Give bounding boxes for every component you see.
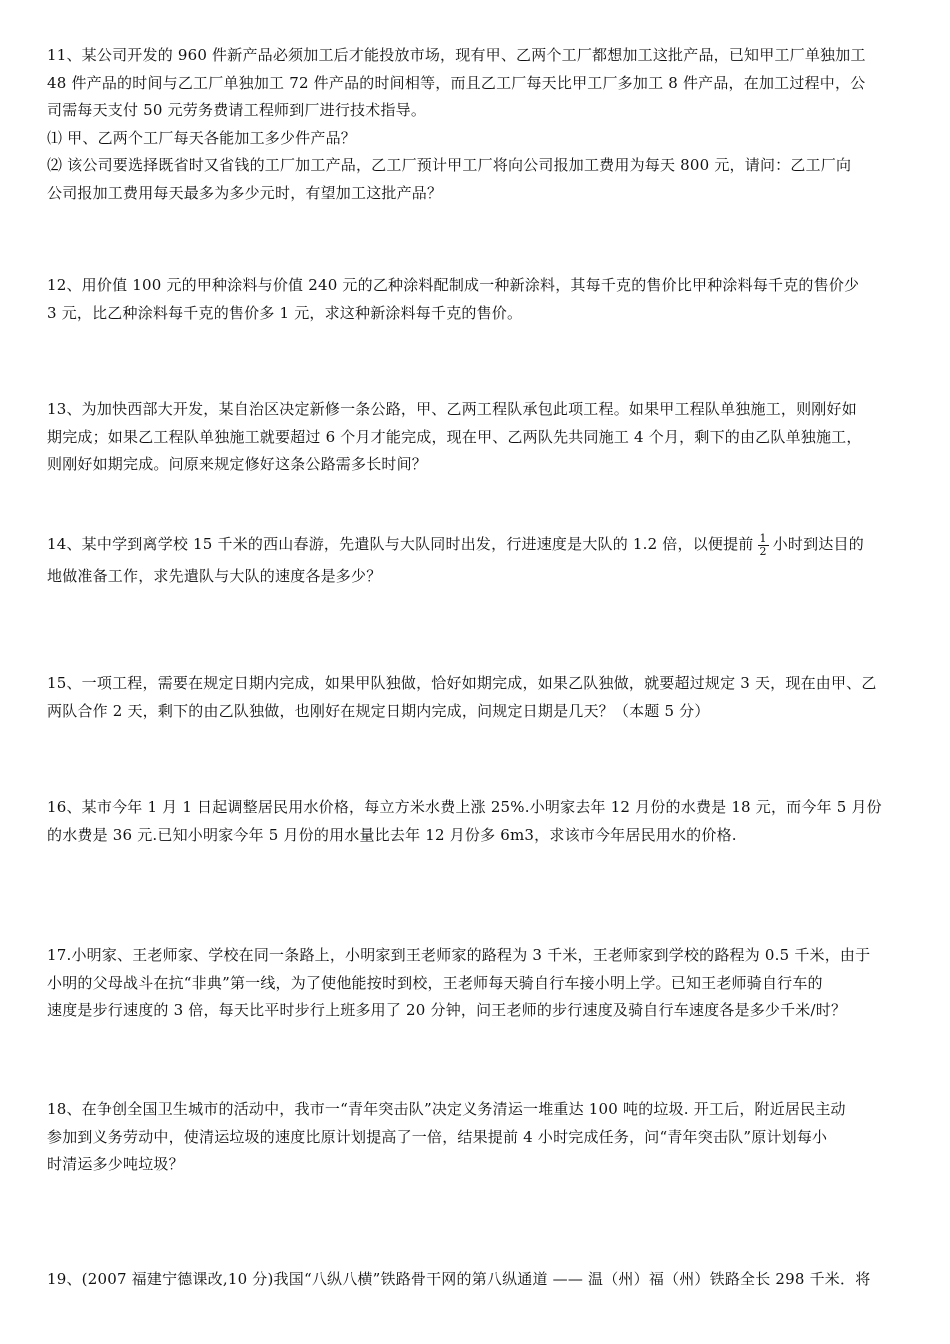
problem-12-line: 3 元，比乙种涂料每千克的售价多 1 元，求这种新涂料每千克的售价。 bbox=[47, 303, 523, 322]
problem-17 bbox=[47, 942, 907, 1025]
problem-16-line: 的水费是 36 元.已知小明家今年 5 月份的用水量比去年 12 月份多 6m3，求该市今年居民用水的价格. bbox=[47, 825, 737, 844]
problem-13-line: 13、为加快西部大开发，某自治区决定新修一条公路，甲、乙两工程队承包此项工程。如果甲工程队单独施工，则刚好如 bbox=[47, 400, 857, 418]
problem-19 bbox=[47, 1266, 907, 1294]
problem-19-line: 19、(2007 福建宁德课改,10 分)我国“八纵八横”铁路骨干网的第八纵通道 —— 温（州）福（州）铁路全长 298 千米．将 bbox=[47, 1270, 871, 1288]
problem-14-text-before: 14、某中学到离学校 15 千米的西山春游，先遣队与大队同时出发，行进速度是大队的 1.2 倍，以便提前 bbox=[47, 535, 754, 553]
problem-11-line: 司需每天支付 50 元劳务费请工程师到厂进行技术指导。 bbox=[47, 101, 427, 119]
problem-13 bbox=[47, 396, 907, 479]
problem-12 bbox=[47, 272, 907, 327]
problem-11 bbox=[47, 42, 907, 207]
problem-13-line: 期完成；如果乙工程队单独施工就要超过 6 个月才能完成，现在甲、乙两队先共同施工 4 个月，剩下的由乙队单独施工， bbox=[47, 427, 862, 446]
problem-16 bbox=[47, 794, 907, 849]
problem-15 bbox=[47, 670, 907, 725]
problem-17-line: 17.小明家、王老师家、学校在同一条路上，小明家到王老师家的路程为 3 千米，王老师家到学校的路程为 0.5 千米，由于 bbox=[47, 946, 871, 964]
problem-16-line: 16、某市今年 1 月 1 日起调整居民用水价格，每立方米水费上涨 25%.小明家去年 12 月份的水费是 18 元，而今年 5 月份 bbox=[47, 798, 882, 816]
problem-11-line: 公司报加工费用每天最多为多少元时，有望加工这批产品？ bbox=[47, 183, 443, 202]
problem-12-line: 12、用价值 100 元的甲种涂料与价值 240 元的乙种涂料配制成一种新涂料，其每千克的售价比甲种涂料每千克的售价少 bbox=[47, 276, 860, 294]
fraction-denominator: 2 bbox=[759, 544, 767, 558]
fraction-one-half bbox=[758, 533, 769, 558]
problem-17-line: 小明的父母战斗在抗“非典”第一线，为了使他能按时到校，王老师每天骑自行车接小明上学。已知王老师骑自行车的 bbox=[47, 973, 823, 992]
problem-18 bbox=[47, 1096, 907, 1179]
problem-11-line: ⑴ 甲、乙两个工厂每天各能加工多少件产品？ bbox=[47, 128, 356, 147]
problem-15-line: 15、一项工程，需要在规定日期内完成，如果甲队独做，恰好如期完成，如果乙队独做，就要超过规定 3 天，现在由甲、乙 bbox=[47, 674, 877, 692]
problem-18-line: 时清运多少吨垃圾？ bbox=[47, 1155, 184, 1173]
problem-11-line: 11、某公司开发的 960 件新产品必须加工后才能投放市场，现有甲、乙两个工厂都想加工这批产品，已知甲工厂单独加工 bbox=[47, 46, 866, 64]
problem-14-text-after: 小时到达目的 bbox=[772, 535, 864, 553]
problem-17-line: 速度是步行速度的 3 倍，每天比平时步行上班多用了 20 分钟，问王老师的步行速度及骑自行车速度各是多少千米/时？ bbox=[47, 1001, 847, 1019]
problem-14 bbox=[47, 525, 907, 591]
problem-18-line: 18、在争创全国卫生城市的活动中，我市一“青年突击队”决定义务清运一堆重达 100 吨的垃圾. 开工后，附近居民主动 bbox=[47, 1100, 846, 1118]
problem-18-line: 参加到义务劳动中，使清运垃圾的速度比原计划提高了一倍，结果提前 4 小时完成任务，问“青年突击队”原计划每小 bbox=[47, 1127, 828, 1146]
problem-15-line: 两队合作 2 天，剩下的由乙队独做，也刚好在规定日期内完成，问规定日期是几天？（本题 5 分） bbox=[47, 701, 710, 720]
problem-14-line: 地做准备工作，求先遣队与大队的速度各是多少？ bbox=[47, 567, 382, 585]
problem-14-line bbox=[47, 525, 907, 563]
problem-13-line: 则刚好如期完成。问原来规定修好这条公路需多长时间？ bbox=[47, 455, 428, 473]
fraction-numerator: 1 bbox=[759, 531, 767, 545]
problem-11-line: 48 件产品的时间与乙工厂单独加工 72 件产品的时间相等，而且乙工厂每天比甲工厂多加工 8 件产品，在加工过程中，公 bbox=[47, 73, 866, 92]
problem-11-line: ⑵ 该公司要选择既省时又省钱的工厂加工产品，乙工厂预计甲工厂将向公司报加工费用为每天 800 元，请问：乙工厂向 bbox=[47, 156, 852, 174]
